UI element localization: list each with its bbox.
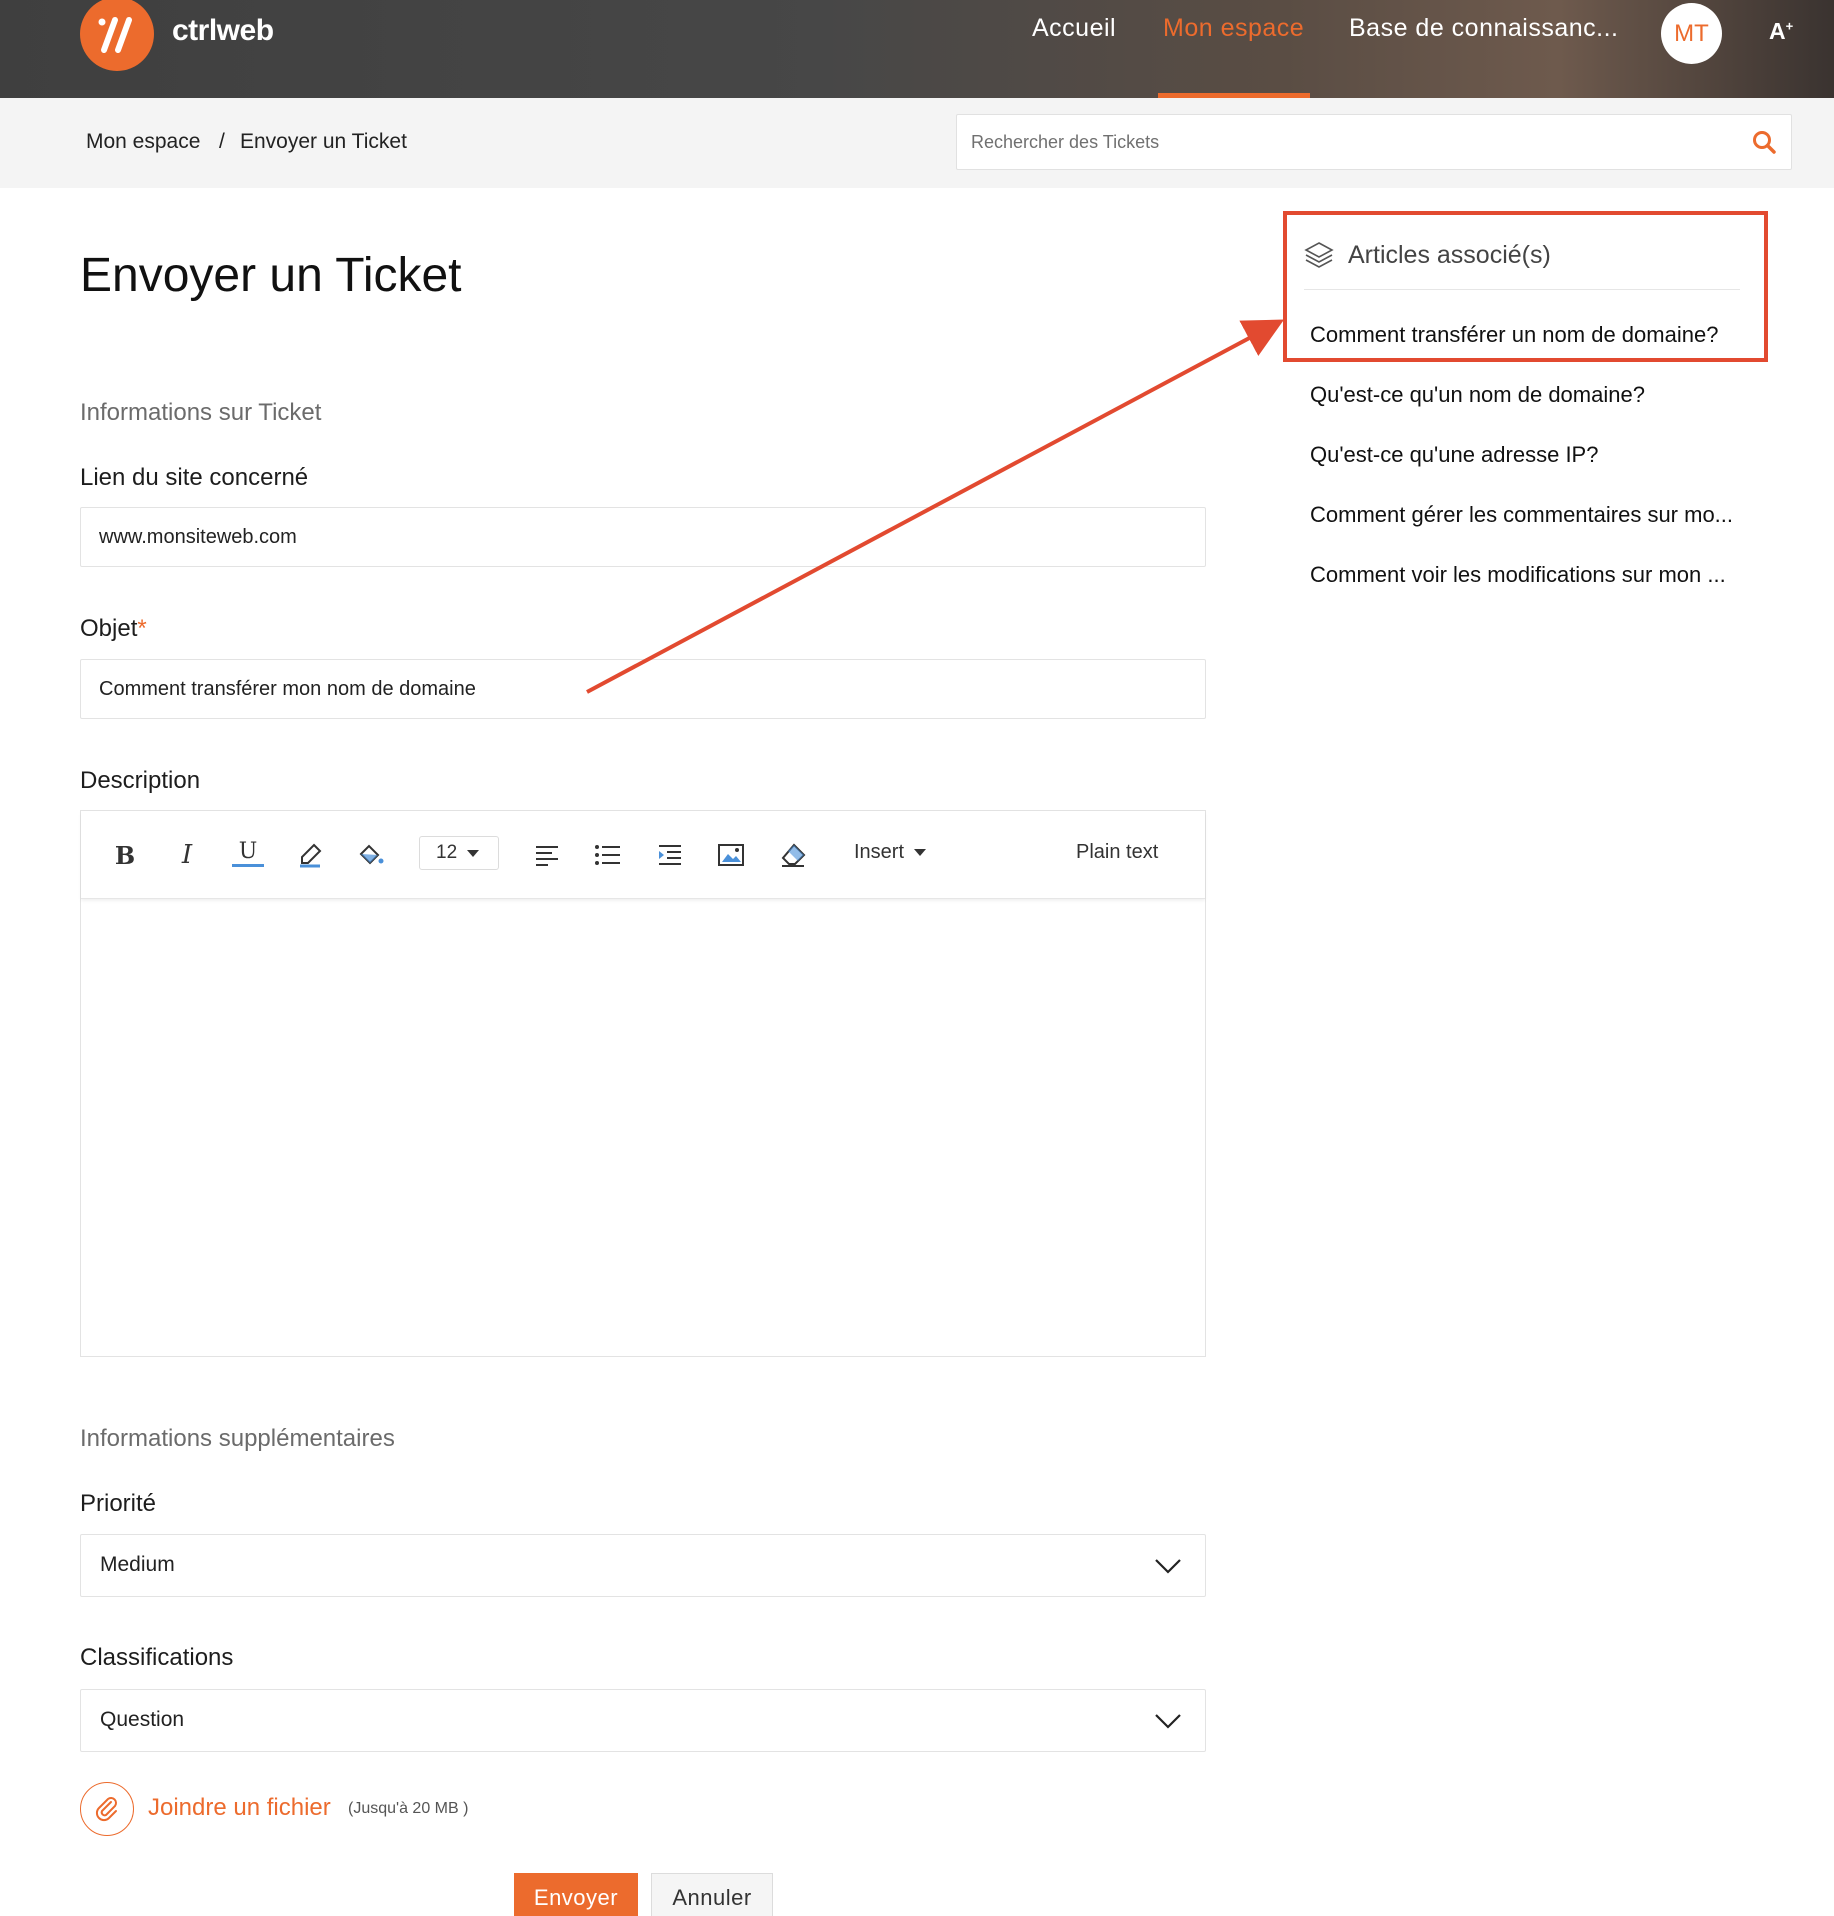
- bulleted-list-icon[interactable]: [592, 839, 624, 871]
- related-article-link[interactable]: Qu'est-ce qu'une adresse IP?: [1310, 442, 1599, 467]
- brand-name[interactable]: ctrlweb: [172, 14, 274, 47]
- text-color-icon[interactable]: [294, 839, 326, 871]
- font-size-value: 12: [436, 842, 458, 863]
- attach-file-link[interactable]: Joindre un fichier: [148, 1794, 331, 1821]
- page-title: Envoyer un Ticket: [80, 249, 462, 302]
- classification-value: Question: [100, 1708, 185, 1731]
- clear-format-eraser-icon[interactable]: [777, 839, 809, 871]
- font-size-plus: +: [1785, 18, 1794, 34]
- top-navigation-bar: [0, 0, 1834, 98]
- breadcrumb-separator: /: [219, 130, 225, 153]
- priority-value: Medium: [100, 1553, 175, 1576]
- related-article-link[interactable]: Qu'est-ce qu'un nom de domaine?: [1310, 382, 1645, 407]
- font-size-select[interactable]: [419, 836, 499, 870]
- cancel-button[interactable]: Annuler: [651, 1873, 773, 1916]
- classification-select[interactable]: [80, 1689, 1206, 1752]
- classification-label: Classifications: [80, 1644, 234, 1671]
- nav-mon-espace[interactable]: Mon espace: [1163, 14, 1305, 42]
- subject-input[interactable]: [80, 659, 1206, 719]
- font-size-increase-icon[interactable]: [1769, 18, 1793, 45]
- subject-label-text: Objet: [80, 615, 138, 642]
- insert-menu-button[interactable]: [854, 841, 926, 864]
- description-editor: [80, 810, 1206, 1357]
- attach-size-limit: (Jusqu'à 20 MB ): [348, 1800, 469, 1817]
- related-articles-title: Articles associé(s): [1348, 240, 1551, 269]
- paperclip-icon: [93, 1795, 121, 1823]
- search-input[interactable]: [971, 115, 1731, 169]
- section-ticket-info: Informations sur Ticket: [80, 399, 322, 426]
- editor-toolbar: [81, 811, 1205, 899]
- description-label: Description: [80, 767, 201, 794]
- section-additional-info: Informations supplémentaires: [80, 1425, 395, 1452]
- required-marker: *: [137, 615, 147, 642]
- plain-text-toggle[interactable]: Plain text: [1076, 841, 1159, 863]
- breadcrumb-bar: [0, 98, 1834, 188]
- breadcrumb-mon-espace[interactable]: Mon espace: [86, 130, 201, 153]
- align-left-icon[interactable]: [531, 839, 563, 871]
- related-article-link[interactable]: Comment transférer un nom de domaine?: [1310, 322, 1719, 347]
- indent-icon[interactable]: [654, 839, 686, 871]
- priority-label: Priorité: [80, 1490, 157, 1517]
- subject-label: [80, 615, 147, 643]
- related-article-link[interactable]: Comment gérer les commentaires sur mo...: [1310, 502, 1734, 527]
- brand-logo-icon[interactable]: [80, 0, 154, 71]
- bold-button[interactable]: B: [114, 840, 136, 870]
- chevron-down-icon: [1153, 1708, 1183, 1734]
- site-link-input[interactable]: [80, 507, 1206, 567]
- insert-image-icon[interactable]: [715, 839, 747, 871]
- annotation-highlight-box: [1283, 211, 1768, 362]
- user-avatar[interactable]: MT: [1661, 3, 1722, 64]
- priority-select[interactable]: [80, 1534, 1206, 1597]
- insert-label: Insert: [854, 841, 905, 863]
- chevron-down-icon: [467, 850, 479, 857]
- submit-button[interactable]: Envoyer: [514, 1873, 638, 1916]
- description-text-area[interactable]: [81, 901, 1205, 1356]
- italic-button[interactable]: I: [181, 840, 193, 870]
- underline-button[interactable]: U: [232, 839, 264, 867]
- nav-base-de-connaissance[interactable]: Base de connaissanc...: [1349, 14, 1619, 42]
- chevron-down-icon: [914, 849, 926, 856]
- chevron-down-icon: [1153, 1553, 1183, 1579]
- background-color-icon[interactable]: [355, 839, 387, 871]
- breadcrumb-current: Envoyer un Ticket: [240, 130, 407, 153]
- search-icon[interactable]: [1751, 129, 1777, 155]
- ticket-search: [956, 114, 1792, 170]
- nav-accueil[interactable]: Accueil: [1032, 14, 1117, 42]
- site-link-label: Lien du site concerné: [80, 464, 309, 491]
- font-size-letter: A: [1769, 18, 1786, 44]
- attach-file-button[interactable]: [80, 1782, 134, 1836]
- related-article-link[interactable]: Comment voir les modifications sur mon ...: [1310, 562, 1726, 587]
